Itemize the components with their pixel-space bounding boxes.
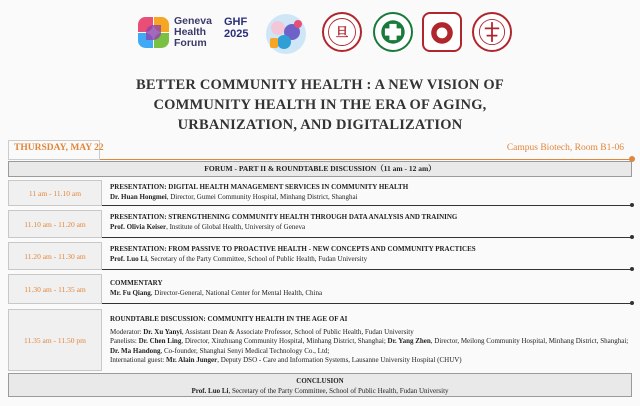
moderator-label: Moderator: [110,327,144,336]
title-line-3: URBANIZATION, AND DIGITALIZATION [177,117,463,133]
divider [102,205,632,206]
title-line-1: BETTER COMMUNITY HEALTH : A NEW VISION OF [136,77,504,93]
session-heading: PRESENTATION: STRENGTHENING COMMUNITY HEALTH THROUGH DATA ANALYSIS AND TRAINING [110,213,458,221]
flower-icon [138,17,170,49]
logo-strip [0,8,640,58]
conclusion-heading: CONCLUSION [296,377,344,385]
divider [102,303,632,304]
speaker-name: Prof. Luo Li [110,254,148,263]
session-heading: PRESENTATION: DIGITAL HEALTH MANAGEMENT SERVICES IN COMMUNITY HEALTH [110,183,409,191]
speaker-role: , Secretary of the Party Committee, School of Public Health, Fudan University [147,254,368,263]
school-public-health-seal-icon [373,12,413,52]
speaker-role: , Director, Gumei Community Hospital, Minhang District, Shanghai [166,192,358,201]
session-heading: COMMENTARY [110,279,163,287]
speaker-role: , Director-General, National Center for Mental Health, China [150,288,323,297]
date-line [8,140,632,160]
session-time: 11 am - 11.10 am [8,180,102,206]
speaker-role: , Institute of Global Health, University of Geneva [166,222,306,231]
guest-role: , Deputy DSO - Care and Information Systems, Lausanne University Hospital (CHUV) [217,356,462,364]
roundtable-row [8,309,632,371]
speaker-name: Prof. Olivia Keiser [110,222,167,231]
title-line-2: COMMUNITY HEALTH IN THE ERA OF AGING, [153,97,487,113]
logo-word-forum: Forum [174,37,207,49]
institution-seal-icon [422,12,462,52]
guest-label: International guest: [110,356,166,364]
divider [102,237,632,238]
session-heading: PRESENTATION: FROM PASSIVE TO PROACTIVE HEALTH - NEW CONCEPTS AND COMMUNITY PRACTICES [110,245,476,253]
conclusion-box [8,373,632,397]
logo-word-geneva: Geneva [174,15,212,27]
fudan-university-seal-icon [322,12,362,52]
session-row [8,242,632,270]
divider [102,269,632,270]
panelist-name: Dr. Ma Handong [110,346,161,355]
moderator-role: , Assistant Dean & Associate Professor, School of Public Health, Fudan University [181,327,414,336]
speaker-name: Prof. Luo Li [191,387,229,395]
panelists-label: Panelists: [110,337,139,345]
session-row [8,274,632,304]
session-row [8,210,632,238]
panelist-role: , Director, Xinzhuang Community Hospital, Minhang District, Shanghai; [181,337,388,345]
geneva-health-forum-logo [138,14,218,54]
date-label: THURSDAY, MAY 22 [14,143,104,153]
illustration-icon [260,12,312,56]
year-label: 2025 [224,28,249,40]
speaker-name: Mr. Fu Qiang [110,288,151,297]
session-time: 11.10 am - 11.20 am [8,210,102,238]
speaker-name: Dr. Huan Hongmei [110,192,167,201]
ghf-label: GHF [224,16,248,28]
svg-text:旦: 旦 [335,24,349,40]
panelist-name: Dr. Yang Zhen [387,337,431,345]
session-row [8,180,632,206]
speaker-role: , Secretary of the Party Committee, School of Public Health, Fudan University [228,387,449,395]
session-time: 11.30 am - 11.35 am [8,274,102,304]
panelist-name: Dr. Chen Ling [138,337,182,345]
session-time: 11.35 am - 11.50 pm [8,309,102,371]
panelist-role: , Co-founder, Shanghai Senyi Medical Technology Co., Ltd; [160,346,330,355]
session-heading: ROUNDTABLE DISCUSSION: COMMUNITY HEALTH IN THE AGE OF AI [110,315,348,323]
red-seal-icon [472,12,512,52]
moderator-name: Dr. Xu Yanyi [143,327,182,336]
logo-word-health: Health [174,26,207,38]
guest-name: Mr. Alain Junger [165,356,218,364]
panelist-role: , Director, Meilong Community Hospital, Minhang District, Shanghai; [430,337,629,345]
forum-part-header: FORUM - PART II & ROUNDTABLE DISCUSSION（11 am - 12 am） [8,161,632,177]
page-title [0,75,640,135]
divider [100,159,632,160]
room-label: Campus Biotech, Room B1-06 [506,143,624,153]
session-time: 11.20 am - 11.30 am [8,242,102,270]
ghf-2025-logo [224,12,314,56]
